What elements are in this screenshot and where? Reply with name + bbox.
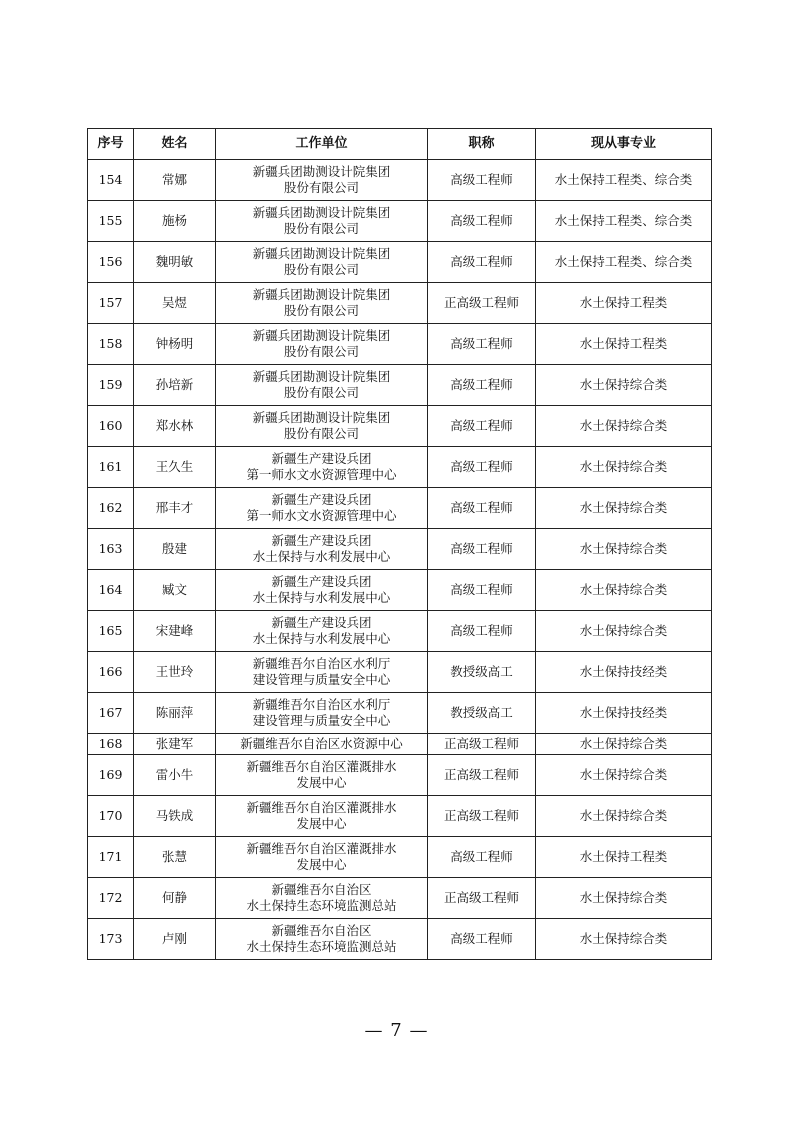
- cell-unit: [216, 734, 428, 755]
- cell-name: 臧文: [134, 570, 216, 611]
- table-row: [88, 796, 712, 837]
- table-row: [88, 755, 712, 796]
- unit-line: 新疆维吾尔自治区灌溉排水: [246, 841, 397, 856]
- cell-unit: [216, 406, 428, 447]
- cell-specialty: 水土保持技经类: [536, 652, 712, 693]
- cell-specialty: 水土保持综合类: [536, 488, 712, 529]
- cell-name: 钟杨明: [134, 324, 216, 365]
- cell-name: 宋建峰: [134, 611, 216, 652]
- cell-title: 高级工程师: [428, 160, 536, 201]
- cell-name: 张慧: [134, 837, 216, 878]
- unit-line: 发展中心: [296, 816, 347, 831]
- unit-line: 新疆维吾尔自治区灌溉排水: [246, 759, 397, 774]
- unit-line: 股份有限公司: [283, 221, 359, 236]
- cell-name: 郑水林: [134, 406, 216, 447]
- cell-specialty: 水土保持工程类: [536, 324, 712, 365]
- cell-no: 156: [88, 242, 134, 283]
- unit-line: 新疆兵团勘测设计院集团: [252, 410, 391, 425]
- cell-specialty: 水土保持综合类: [536, 878, 712, 919]
- unit-line: 新疆兵团勘测设计院集团: [252, 369, 391, 384]
- table-row: [88, 919, 712, 960]
- cell-unit: [216, 755, 428, 796]
- cell-title: 正高级工程师: [428, 283, 536, 324]
- cell-name: 王久生: [134, 447, 216, 488]
- cell-no: 173: [88, 919, 134, 960]
- unit-line: 股份有限公司: [283, 303, 359, 318]
- unit-line: 第一师水文水资源管理中心: [246, 467, 397, 482]
- table-row: [88, 406, 712, 447]
- table-row: [88, 693, 712, 734]
- unit-line: 新疆维吾尔自治区水利厅: [252, 656, 391, 671]
- header-name: 姓名: [134, 129, 216, 160]
- unit-line: 发展中心: [296, 775, 347, 790]
- table-row: [88, 447, 712, 488]
- unit-line: 新疆兵团勘测设计院集团: [252, 205, 391, 220]
- cell-no: 159: [88, 365, 134, 406]
- cell-name: 孙培新: [134, 365, 216, 406]
- roster-body: [88, 160, 712, 960]
- cell-title: 高级工程师: [428, 611, 536, 652]
- cell-unit: [216, 447, 428, 488]
- cell-no: 155: [88, 201, 134, 242]
- header-row: [88, 129, 712, 160]
- cell-unit: [216, 365, 428, 406]
- unit-line: 第一师水文水资源管理中心: [246, 508, 397, 523]
- unit-line: 股份有限公司: [283, 262, 359, 277]
- cell-unit: [216, 283, 428, 324]
- cell-specialty: 水土保持综合类: [536, 365, 712, 406]
- cell-unit: [216, 919, 428, 960]
- cell-unit: [216, 837, 428, 878]
- cell-name: 殷建: [134, 529, 216, 570]
- cell-name: 常娜: [134, 160, 216, 201]
- cell-title: 高级工程师: [428, 242, 536, 283]
- unit-line: 发展中心: [296, 857, 347, 872]
- cell-name: 吴煜: [134, 283, 216, 324]
- cell-unit: [216, 201, 428, 242]
- unit-line: 新疆兵团勘测设计院集团: [252, 164, 391, 179]
- unit-line: 股份有限公司: [283, 385, 359, 400]
- cell-specialty: 水土保持工程类: [536, 837, 712, 878]
- cell-name: 卢刚: [134, 919, 216, 960]
- roster-table: [87, 128, 712, 960]
- cell-title: 高级工程师: [428, 529, 536, 570]
- cell-name: 何静: [134, 878, 216, 919]
- cell-specialty: 水土保持综合类: [536, 755, 712, 796]
- cell-specialty: 水土保持综合类: [536, 611, 712, 652]
- cell-title: 高级工程师: [428, 837, 536, 878]
- cell-title: 高级工程师: [428, 365, 536, 406]
- cell-specialty: 水土保持综合类: [536, 570, 712, 611]
- unit-line: 新疆维吾尔自治区灌溉排水: [246, 800, 397, 815]
- cell-no: 164: [88, 570, 134, 611]
- header-specialty: 现从事专业: [536, 129, 712, 160]
- cell-no: 169: [88, 755, 134, 796]
- cell-specialty: 水土保持综合类: [536, 447, 712, 488]
- cell-name: 邢丰才: [134, 488, 216, 529]
- cell-title: 正高级工程师: [428, 796, 536, 837]
- table-row: [88, 160, 712, 201]
- cell-specialty: 水土保持综合类: [536, 734, 712, 755]
- unit-line: 新疆生产建设兵团: [271, 615, 372, 630]
- cell-no: 172: [88, 878, 134, 919]
- cell-no: 162: [88, 488, 134, 529]
- table-row: [88, 878, 712, 919]
- unit-line: 新疆兵团勘测设计院集团: [252, 328, 391, 343]
- cell-no: 160: [88, 406, 134, 447]
- unit-line: 新疆维吾尔自治区水利厅: [252, 697, 391, 712]
- unit-line: 水土保持与水利发展中心: [252, 590, 391, 605]
- unit-line: 水土保持与水利发展中心: [252, 549, 391, 564]
- cell-title: 高级工程师: [428, 488, 536, 529]
- cell-title: 正高级工程师: [428, 755, 536, 796]
- table-row: [88, 283, 712, 324]
- unit-line: 新疆兵团勘测设计院集团: [252, 246, 391, 261]
- unit-line: 新疆生产建设兵团: [271, 533, 372, 548]
- unit-line: 新疆生产建设兵团: [271, 574, 372, 589]
- cell-specialty: 水土保持综合类: [536, 796, 712, 837]
- cell-name: 魏明敏: [134, 242, 216, 283]
- cell-specialty: 水土保持综合类: [536, 529, 712, 570]
- cell-unit: [216, 570, 428, 611]
- cell-specialty: 水土保持工程类、综合类: [536, 242, 712, 283]
- cell-name: 施杨: [134, 201, 216, 242]
- cell-specialty: 水土保持工程类、综合类: [536, 160, 712, 201]
- unit-line: 建设管理与质量安全中心: [252, 713, 391, 728]
- cell-unit: [216, 693, 428, 734]
- cell-no: 166: [88, 652, 134, 693]
- table-row: [88, 734, 712, 755]
- cell-name: 雷小牛: [134, 755, 216, 796]
- table-row: [88, 837, 712, 878]
- cell-title: 高级工程师: [428, 406, 536, 447]
- table-row: [88, 529, 712, 570]
- unit-line: 新疆维吾尔自治区: [271, 882, 372, 897]
- cell-title: 正高级工程师: [428, 878, 536, 919]
- header-no: 序号: [88, 129, 134, 160]
- cell-no: 157: [88, 283, 134, 324]
- cell-title: 高级工程师: [428, 919, 536, 960]
- cell-title: 高级工程师: [428, 324, 536, 365]
- cell-no: 161: [88, 447, 134, 488]
- cell-no: 154: [88, 160, 134, 201]
- unit-line: 新疆维吾尔自治区: [271, 923, 372, 938]
- cell-name: 陈丽萍: [134, 693, 216, 734]
- unit-line: 股份有限公司: [283, 344, 359, 359]
- cell-unit: [216, 611, 428, 652]
- cell-unit: [216, 160, 428, 201]
- table-row: [88, 488, 712, 529]
- cell-no: 158: [88, 324, 134, 365]
- cell-no: 170: [88, 796, 134, 837]
- table-row: [88, 570, 712, 611]
- cell-unit: [216, 652, 428, 693]
- unit-line: 股份有限公司: [283, 426, 359, 441]
- cell-specialty: 水土保持工程类、综合类: [536, 201, 712, 242]
- cell-name: 王世玲: [134, 652, 216, 693]
- table-row: [88, 242, 712, 283]
- unit-line: 新疆兵团勘测设计院集团: [252, 287, 391, 302]
- cell-title: 高级工程师: [428, 570, 536, 611]
- cell-title: 教授级高工: [428, 652, 536, 693]
- cell-title: 高级工程师: [428, 201, 536, 242]
- table-row: [88, 611, 712, 652]
- cell-specialty: 水土保持综合类: [536, 406, 712, 447]
- header-title: 职称: [428, 129, 536, 160]
- cell-specialty: 水土保持技经类: [536, 693, 712, 734]
- table-row: [88, 652, 712, 693]
- cell-unit: [216, 488, 428, 529]
- cell-name: 张建军: [134, 734, 216, 755]
- cell-unit: [216, 878, 428, 919]
- cell-no: 163: [88, 529, 134, 570]
- cell-no: 171: [88, 837, 134, 878]
- cell-no: 168: [88, 734, 134, 755]
- unit-line: 新疆维吾尔自治区水资源中心: [240, 736, 403, 751]
- unit-line: 建设管理与质量安全中心: [252, 672, 391, 687]
- cell-title: 正高级工程师: [428, 734, 536, 755]
- unit-line: 水土保持生态环境监测总站: [246, 898, 397, 913]
- table-row: [88, 365, 712, 406]
- cell-name: 马铁成: [134, 796, 216, 837]
- page-number: — 7 —: [364, 1020, 429, 1041]
- unit-line: 水土保持生态环境监测总站: [246, 939, 397, 954]
- header-unit: 工作单位: [216, 129, 428, 160]
- table-row: [88, 324, 712, 365]
- unit-line: 股份有限公司: [283, 180, 359, 195]
- cell-title: 教授级高工: [428, 693, 536, 734]
- table-row: [88, 201, 712, 242]
- cell-specialty: 水土保持综合类: [536, 919, 712, 960]
- unit-line: 水土保持与水利发展中心: [252, 631, 391, 646]
- cell-specialty: 水土保持工程类: [536, 283, 712, 324]
- unit-line: 新疆生产建设兵团: [271, 451, 372, 466]
- unit-line: 新疆生产建设兵团: [271, 492, 372, 507]
- cell-no: 165: [88, 611, 134, 652]
- cell-unit: [216, 324, 428, 365]
- cell-unit: [216, 529, 428, 570]
- cell-no: 167: [88, 693, 134, 734]
- cell-unit: [216, 796, 428, 837]
- cell-title: 高级工程师: [428, 447, 536, 488]
- cell-unit: [216, 242, 428, 283]
